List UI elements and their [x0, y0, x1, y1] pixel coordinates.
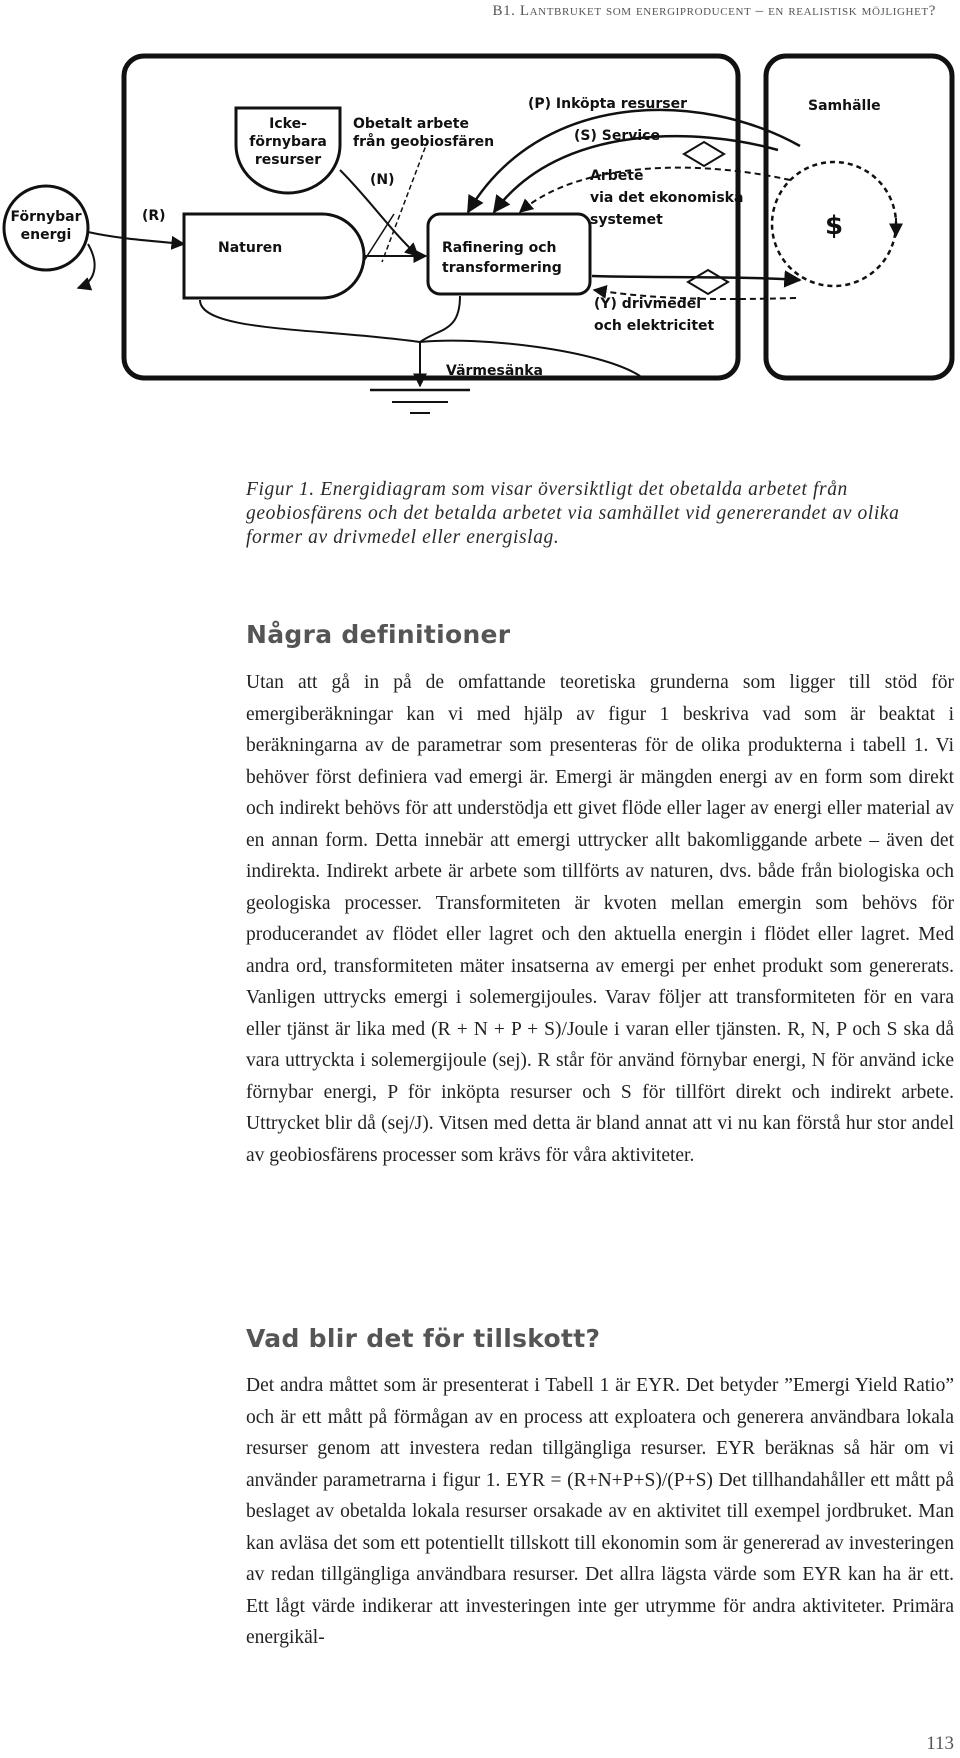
- n-label: (N): [370, 172, 395, 188]
- icke-label-3: resurser: [254, 152, 322, 168]
- price-diamond-2: [688, 270, 728, 294]
- raf-label-1: Rafinering och: [442, 240, 557, 256]
- icke-label-2: förnybara: [249, 134, 327, 150]
- varmesanka-label: Värmesänka: [446, 363, 544, 379]
- icke-label-1: Icke-: [269, 116, 307, 132]
- section-body-definitions: Utan att gå in på de omfattande teoretiska grunderna som ligger till stöd för emergiberäkningar kan vi med hjälp av figur 1 beskriva vad som är beaktat i beräkningarna av de parametrar som presenteras för de olika produkterna i tabell 1. Vi behöver först definiera vad emergi är. Emergi är mängden energi av en form som direkt och indirekt behövs för att understödja ett givet flöde eller lager av energi eller material av en annan form. Detta innebär att emergi uttrycker allt bakomliggande arbete – även det indirekta. Indirekt arbete är arbete som tillförts av naturen, dvs. både från biologiska och geologiska processer. Transformiteten är kvoten mellan emergin som behövs för producerandet av flödet eller lagret och den aktuella energin i flödet eller lagret. Med andra ord, transformiteten mäter insatserna av emergi per enhet produkt som genererats. Vanligen uttrycks emergi i solemergijoules. Varav följer att transformiteten för en vara eller tjänst är lika med (R + N + P + S)/Joule i varan eller tjänsten. R, N, P och S ska då vara uttryckta i solemergijoule (sej). R står för använd förnybar energi, N för använd icke förnybar energi, P för inköpta resurser och S för tillfört direkt och indirekt arbete. Uttrycket blir då (sej/J). Vitsen med detta är bland annat att vi nu kan förstå hur stor andel av geobiosfärens processer som krävs för våra aktiviteter.: [246, 672, 954, 1166]
- p-label: (P) Inköpta resurser: [528, 96, 688, 112]
- arbete-label-2: via det ekonomiska: [590, 190, 744, 206]
- obetalt-label-1: Obetalt arbete: [353, 116, 469, 132]
- raf-label-2: transformering: [442, 260, 562, 276]
- price-diamond-1: [684, 142, 724, 166]
- section-heading-tillskott: Vad blir det för tillskott?: [246, 1324, 601, 1353]
- arbete-label-1: Arbete: [590, 168, 644, 184]
- r-label: (R): [142, 208, 166, 224]
- page-number: 113: [926, 1733, 954, 1754]
- obetalt-label-2: från geobiosfären: [353, 134, 495, 150]
- fornybar-label-1: Förnybar: [10, 209, 82, 225]
- fornybar-label-2: energi: [20, 227, 72, 243]
- section-body-tillskott: Det andra måttet som är presenterat i Tabell 1 är EYR. Det betyder ”Emergi Yield Ratio” och är ett mått på förmågan av en process att exploatera och generera användbara lokala resurser genom att investera redan tillgängliga resurser. EYR beräknas så här om vi använder parametrarna i figur 1. EYR = (R+N+P+S)/(P+S) Det tillhandahåller ett mått på beslaget av obetalda lokala resurser orsakade av en aktivitet till exempel jordbruket. Man kan avläsa det som ett potentiellt tillskott till ekonomin som är genererad av investeringen av redan tillgängliga användbara resurser. Det allra lägsta värde som EYR kan ha är ett. Ett lågt värde indikerar att investeringen inte ger utrymme för andra aktiviteter. Primära energikäl-: [246, 1375, 954, 1648]
- section-heading-definitions: Några definitioner: [246, 620, 511, 649]
- figure-caption: Figur 1. Energidiagram som visar översiktligt det obetalda arbetet från geobiosfärens och det betalda arbetet via samhället vid genererandet av olika former av drivmedel eller energislag.: [246, 479, 900, 548]
- y-label-2: och elektricitet: [594, 318, 715, 334]
- naturen-box: [184, 214, 364, 298]
- s-label: (S) Service: [574, 128, 660, 144]
- naturen-label: Naturen: [218, 240, 283, 256]
- arbete-label-3: systemet: [590, 212, 663, 228]
- running-head: B1. Lantbruket som energiproducent – en realistisk möjlighet?: [492, 3, 936, 19]
- y-label-1: (Y) drivmedel: [594, 296, 702, 312]
- samhalle-label: Samhälle: [808, 98, 881, 114]
- dollar-sign: $: [824, 211, 844, 241]
- energy-diagram-figure: [0, 50, 960, 470]
- energy-diagram: [0, 50, 960, 470]
